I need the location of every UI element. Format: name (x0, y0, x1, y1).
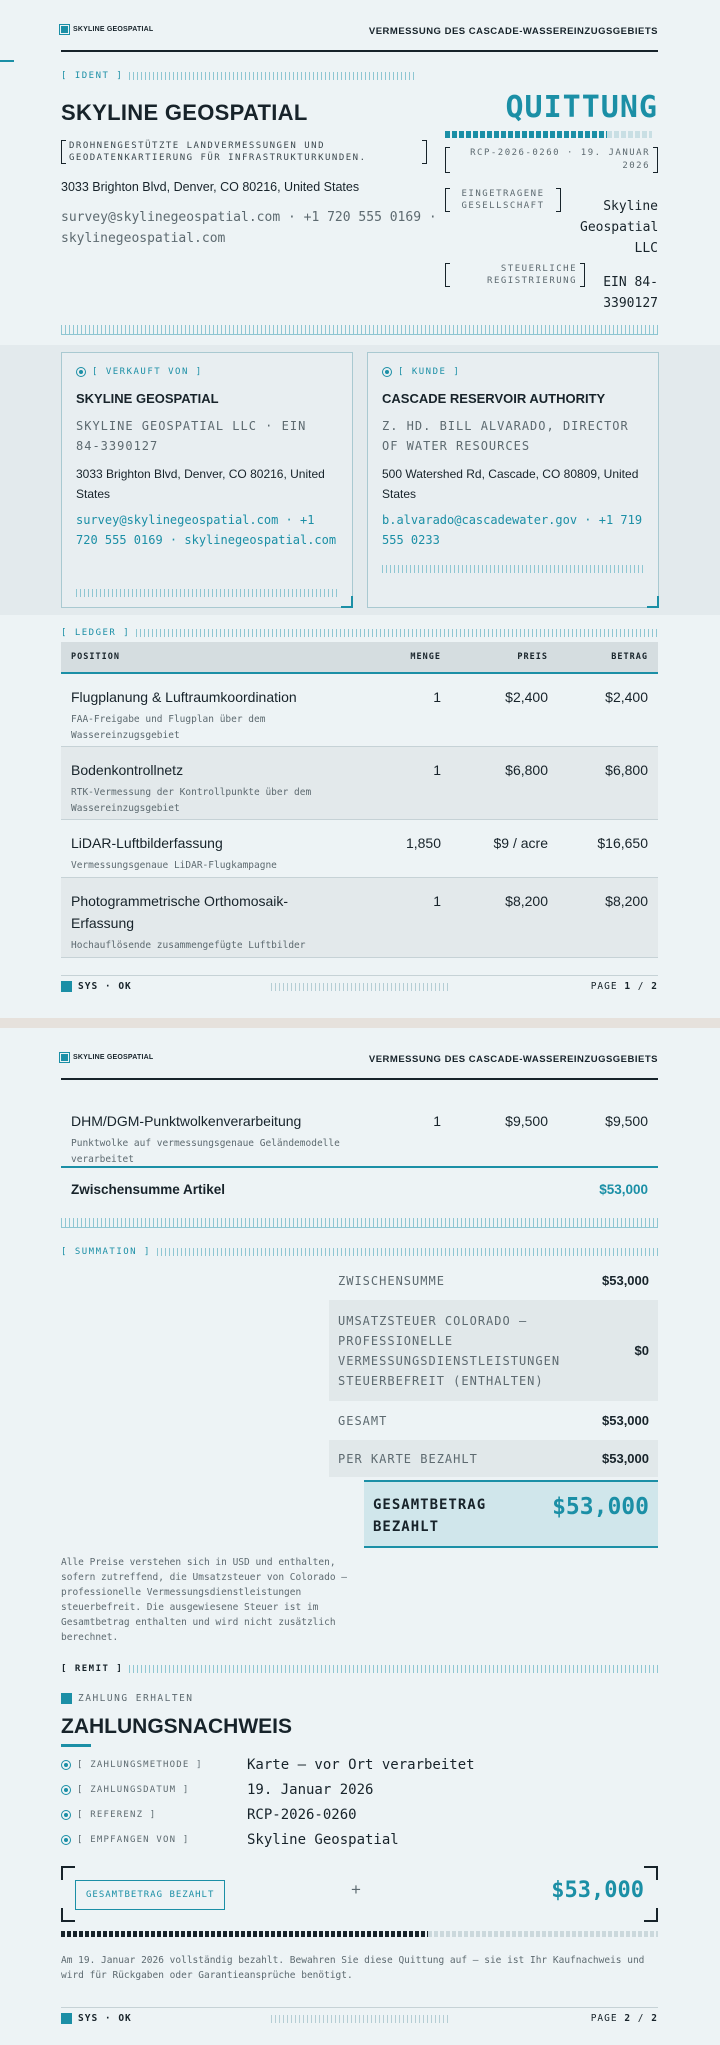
target-icon (382, 367, 392, 377)
ruler (136, 629, 658, 637)
header-logo: SKYLINE GEOSPATIAL (61, 26, 153, 33)
summation-row: UMSATZSTEUER COLORADO — PROFESSIONELLE VERMESSUNGSDIENSTLEISTUNGEN STEUERBEFREIT (ENTHALTEN) $0 (329, 1300, 658, 1402)
subtotal-row: Zwischensumme Artikel $53,000 (71, 1181, 648, 1197)
remit-row: [ ZAHLUNGSMETHODE ] Karte — vor Ort verarbeitet (61, 1752, 658, 1777)
customer-contact: b.alvarado@cascadewater.gov · +1 719 555 0233 (382, 513, 643, 547)
ruler (76, 589, 338, 597)
corner-mark (647, 596, 659, 608)
section-ruler (61, 325, 658, 335)
ruler (129, 72, 416, 80)
payment-stamp (61, 1866, 658, 1922)
title-accent (61, 1744, 91, 1747)
ledger-tag-row (61, 628, 658, 638)
ruler (382, 565, 644, 573)
logo-square-icon (61, 26, 68, 33)
payment-received-row: ZAHLUNG ERHALTEN (61, 1693, 194, 1704)
seller-address: 3033 Brighton Blvd, Denver, CO 80216, United States (76, 467, 325, 501)
header-title: VERMESSUNG DES CASCADE-WASSEREINZUGSGEBIETS (368, 1054, 658, 1065)
summation-table (329, 1262, 658, 1478)
customer-name: CASCADE RESERVOIR AUTHORITY (382, 391, 606, 406)
table-row: DHM/DGM-Punktwolkenverarbeitung Punktwolke auf vermessungsgenaue Geländemodelle verarbeitet 1 $9,500 $9,500 (61, 1098, 658, 1168)
customer-sub: Z. HD. BILL ALVARADO, DIRECTOR OF WATER RESOURCES (382, 419, 629, 453)
target-icon (61, 1760, 71, 1770)
remit-row: [ REFERENZ ] RCP-2026-0260 (61, 1802, 658, 1827)
remit-title: ZAHLUNGSNACHWEIS (61, 1715, 292, 1738)
header-title: VERMESSUNG DES CASCADE-WASSEREINZUGSGEBIETS (368, 26, 658, 37)
summation-row: PER KARTE BEZAHLT $53,000 (329, 1440, 658, 1478)
seller-card (61, 352, 353, 608)
registered-value: Skyline Geospatial LLC (580, 199, 659, 256)
summation-tag: [ SUMMATION ] (61, 1247, 151, 1257)
footer-ruler (271, 2015, 451, 2023)
tax-value: EIN 84-3390127 (603, 275, 658, 311)
remit-tag: [ REMIT ] (61, 1664, 124, 1674)
summation-row: GESAMT $53,000 (329, 1402, 658, 1440)
remit-details (61, 1752, 658, 1852)
ident-tag: [ IDENT ] (61, 71, 124, 81)
ident-contact: survey@skylinegeospatial.com · +1 720 555 0169 · skylinegeospatial.com (61, 210, 437, 246)
footer-ruler (271, 983, 451, 991)
tax-note: Alle Preise verstehen sich in USD und enthalten, sofern zutreffend, die Umsatzsteuer von Colorado — professionelle Vermessungsdienstleistungen steuerbefreit. Die ausgewiesene Steuer ist im Gesamtbetrag enthalten und wird nicht zusätzlich berechnet. (61, 1557, 347, 1643)
logo-square-icon (61, 1054, 68, 1061)
registered-label: EINGETRAGENE GESELLSCHAFT (445, 188, 561, 212)
title-underline (445, 131, 652, 138)
doc-title: QUITTUNG (505, 90, 658, 125)
ruler (129, 1665, 658, 1673)
page-header (61, 26, 658, 52)
target-icon (76, 367, 86, 377)
table-row: Photogrammetrische Orthomosaik-Erfassung Hochauflösende zusammengefügte Luftbilder 1 $8,200 $8,200 (61, 878, 658, 958)
page-indicator: PAGE 1 / 2 (590, 981, 658, 992)
status-square-icon (61, 1693, 72, 1704)
target-icon (61, 1810, 71, 1820)
customer-tag: [ KUNDE ] (398, 367, 461, 377)
page-indicator: PAGE 2 / 2 (590, 2013, 658, 2024)
stamp-label: GESAMTBETRAG BEZAHLT (75, 1880, 225, 1910)
customer-card (367, 352, 659, 608)
seller-sub: SKYLINE GEOSPATIAL LLC · EIN 84-3390127 (76, 419, 307, 453)
ruler (157, 1248, 658, 1256)
doc-ref: RCP-2026-0260 · 19. JANUAR 2026 (445, 147, 658, 173)
page-separator (0, 1018, 720, 1028)
status-square-icon (61, 2013, 72, 2024)
customer-address: 500 Watershed Rd, Cascade, CO 80809, United States (382, 467, 639, 501)
total-paid-box: GESAMTBETRAG BEZAHLT $53,000 (364, 1480, 658, 1548)
ident-tagline: DROHNENGESTÜTZTE LANDVERMESSUNGEN UND GEODATENKARTIERUNG FÜR INFRASTRUKTURKUNDEN. (61, 140, 427, 164)
page-footer: SYS · OK PAGE 2 / 2 (61, 2007, 658, 2029)
target-icon (61, 1785, 71, 1795)
progress-dash-bar (61, 1931, 658, 1937)
header-logo: SKYLINE GEOSPATIAL (61, 1054, 153, 1061)
ledger-table (61, 642, 658, 958)
section-ruler (61, 1218, 658, 1228)
closing-note: Am 19. Januar 2026 vollständig bezahlt. Bewahren Sie diese Quittung auf — sie ist Ihr Kaufnachweis und wird für Rückgaben oder Garantieansprüche benötigt. (61, 1955, 645, 1981)
table-row: Flugplanung & Luftraumkoordination FAA-Freigabe und Flugplan über dem Wassereinzugsgebiet 1 $2,400 $2,400 (61, 674, 658, 747)
ledger-table-continued (61, 1098, 658, 1210)
page-1 (0, 0, 720, 1018)
accent-line (0, 60, 14, 62)
summation-row: ZWISCHENSUMME $53,000 (329, 1262, 658, 1300)
seller-tag: [ VERKAUFT VON ] (92, 367, 203, 377)
page-footer: SYS · OK PAGE 1 / 2 (61, 975, 658, 997)
table-row: LiDAR-Luftbilderfassung Vermessungsgenaue LiDAR-Flugkampagne 1,850 $9 / acre $16,650 (61, 820, 658, 878)
ident-address: 3033 Brighton Blvd, Denver, CO 80216, United States (61, 180, 360, 194)
page-header (61, 1054, 658, 1080)
status-square-icon (61, 981, 72, 992)
summation-tag-row (61, 1247, 658, 1257)
plus-icon: + (351, 1880, 361, 1899)
table-header: POSITION MENGE PREIS BETRAG (61, 642, 658, 674)
seller-contact: survey@skylinegeospatial.com · +1 720 555 0169 · skylinegeospatial.com (76, 513, 337, 547)
remit-row: [ ZAHLUNGSDATUM ] 19. Januar 2026 (61, 1777, 658, 1802)
ident-tag-row (61, 71, 416, 81)
seller-name: SKYLINE GEOSPATIAL (76, 391, 219, 406)
corner-mark (341, 596, 353, 608)
remit-tag-row (61, 1664, 658, 1674)
table-row: Bodenkontrollnetz RTK-Vermessung der Kontrollpunkte über dem Wassereinzugsgebiet 1 $6,800 $6,800 (61, 747, 658, 820)
tax-label: STEUERLICHE REGISTRIERUNG (445, 263, 585, 287)
ident-company: SKYLINE GEOSPATIAL (61, 100, 308, 125)
stamp-value: $53,000 (551, 1878, 644, 1903)
remit-row: [ EMPFANGEN VON ] Skyline Geospatial (61, 1827, 658, 1852)
target-icon (61, 1835, 71, 1845)
ledger-tag: [ LEDGER ] (61, 628, 131, 638)
